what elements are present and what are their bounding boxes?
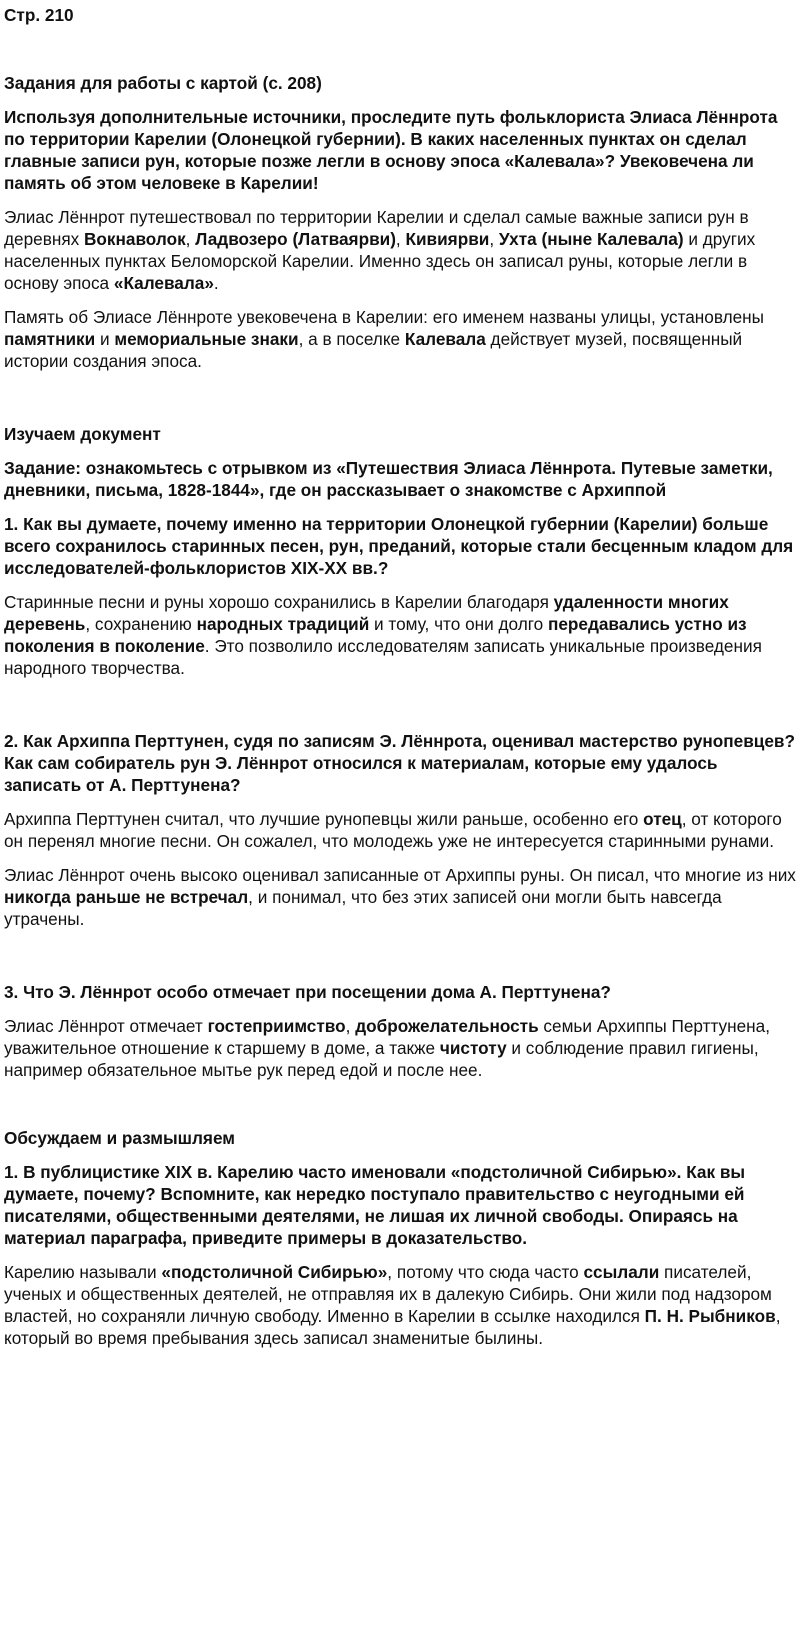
bold-term: отец bbox=[643, 809, 682, 829]
question-map: Используя дополнительные источники, проследите путь фольклориста Элиаса Лённрота по территории Карелии (Олонецкой губернии). В каких населенных пунктах он сделал главные записи рун, которые позже легли в основу эпоса «Калевала»? Увековечена ли память об этом человеке в Карелии! bbox=[4, 107, 778, 193]
answer-paragraph: Элиас Лённрот отмечает гостеприимство, доброжелательность семьи Архиппы Перттунена, уважительное отношение к старшему в доме, а также чистоту и соблюдение правил гигиены, например обязательное мытье рук перед едой и после нее. bbox=[4, 1016, 770, 1080]
bold-term: Ладвозеро (Латваярви) bbox=[195, 229, 396, 249]
bold-term: Кивиярви bbox=[405, 229, 490, 249]
bold-term: Вокнаволок bbox=[84, 229, 186, 249]
answer-paragraph: Старинные песни и руны хорошо сохранились в Карелии благодаря удаленности многих деревень, сохранению народных традиций и тому, что они долго передавались устно из поколения в поколение. Это позволило исследователям записать уникальные произведения народного творчества. bbox=[4, 592, 762, 678]
section-heading-map-tasks: Задания для работы с картой (с. 208) bbox=[4, 73, 322, 93]
bold-term: ссылали bbox=[583, 1262, 660, 1282]
task-text: Задание: ознакомьтесь с отрывком из «Путешествия Элиаса Лённрота. Путевые заметки, дневники, письма, 1828-1844», где он рассказывает о знакомстве с Архиппой bbox=[4, 458, 773, 500]
answer-paragraph: Архиппа Перттунен считал, что лучшие рунопевцы жили раньше, особенно его отец, от которого он перенял многие песни. Он сожалел, что молодежь уже не интересуется старинными рунами. bbox=[4, 809, 782, 851]
section-heading-discuss: Обсуждаем и размышляем bbox=[4, 1128, 235, 1148]
bold-term: П. Н. Рыбников bbox=[644, 1306, 776, 1326]
bold-term: удаленности многих деревень bbox=[4, 592, 729, 634]
answer-paragraph: Элиас Лённрот очень высоко оценивал записанные от Архиппы руны. Он писал, что многие из них никогда раньше не встречал, и понимал, что без этих записей они могли быть навсегда утрачены. bbox=[4, 865, 796, 929]
bold-term: Калевала bbox=[404, 329, 486, 349]
section-heading-document: Изучаем документ bbox=[4, 424, 161, 444]
bold-term: «подстоличной Сибирью» bbox=[161, 1262, 388, 1282]
bold-term: Ухта (ныне Калевала) bbox=[498, 229, 684, 249]
bold-term: мемориальные знаки bbox=[114, 329, 299, 349]
bold-term: никогда раньше не встречал bbox=[4, 887, 249, 907]
answer-paragraph: Карелию называли «подстоличной Сибирью», потому что сюда часто ссылали писателей, ученых и общественных деятелей, не отправляя их в далекую Сибирь. Они жили под надзором властей, но сохраняли личную свободу. Именно в Карелии в ссылке находился П. Н. Рыбников, который во время пребывания здесь записал знаменитые былины. bbox=[4, 1262, 781, 1348]
question-discuss-1: 1. В публицистике XIX в. Карелию часто именовали «подстоличной Сибирью». Как вы думаете, почему? Вспомните, как нередко поступало правительство с неугодными ей писателями, общественными деятелями, не лишая их личной свободы. Опираясь на материал параграфа, приведите примеры в доказательство. bbox=[4, 1162, 746, 1248]
answer-paragraph: Элиас Лённрот путешествовал по территории Карелии и сделал самые важные записи рун в деревнях Вокнаволок, Ладвозеро (Латваярви), Кивиярви, Ухта (ныне Калевала) и других населенных пунктах Беломорской Карелии. Именно здесь он записал руны, которые легли в основу эпоса «Калевала». bbox=[4, 207, 756, 293]
question-1: 1. Как вы думаете, почему именно на территории Олонецкой губернии (Карелии) больше всего сохранилось старинных песен, рун, преданий, которые стали бесценным кладом для исследователей-фольклористов XIX-XX вв.? bbox=[4, 514, 794, 578]
bold-term: доброжелательность bbox=[355, 1016, 539, 1036]
bold-term: «Калевала» bbox=[113, 273, 214, 293]
bold-term: памятники bbox=[4, 329, 96, 349]
page-number: Стр. 210 bbox=[4, 5, 74, 25]
answer-paragraph: Память об Элиасе Лённроте увековечена в Карелии: его именем названы улицы, установлены памятники и мемориальные знаки, а в поселке Калевала действует музей, посвященный истории создания эпоса. bbox=[4, 307, 765, 371]
question-2: 2. Как Архиппа Перттунен, судя по записям Э. Лённрота, оценивал мастерство рунопевцев? Как сам собиратель рун Э. Лённрот относился к материалам, которые ему удалось записать от А. Перттунена? bbox=[4, 731, 795, 795]
question-3: 3. Что Э. Лённрот особо отмечает при посещении дома А. Перттунена? bbox=[4, 982, 611, 1002]
bold-term: передавались устно из поколения в поколение bbox=[4, 614, 747, 656]
bold-term: чистоту bbox=[439, 1038, 507, 1058]
bold-term: гостеприимство bbox=[207, 1016, 346, 1036]
bold-term: народных традиций bbox=[196, 614, 370, 634]
